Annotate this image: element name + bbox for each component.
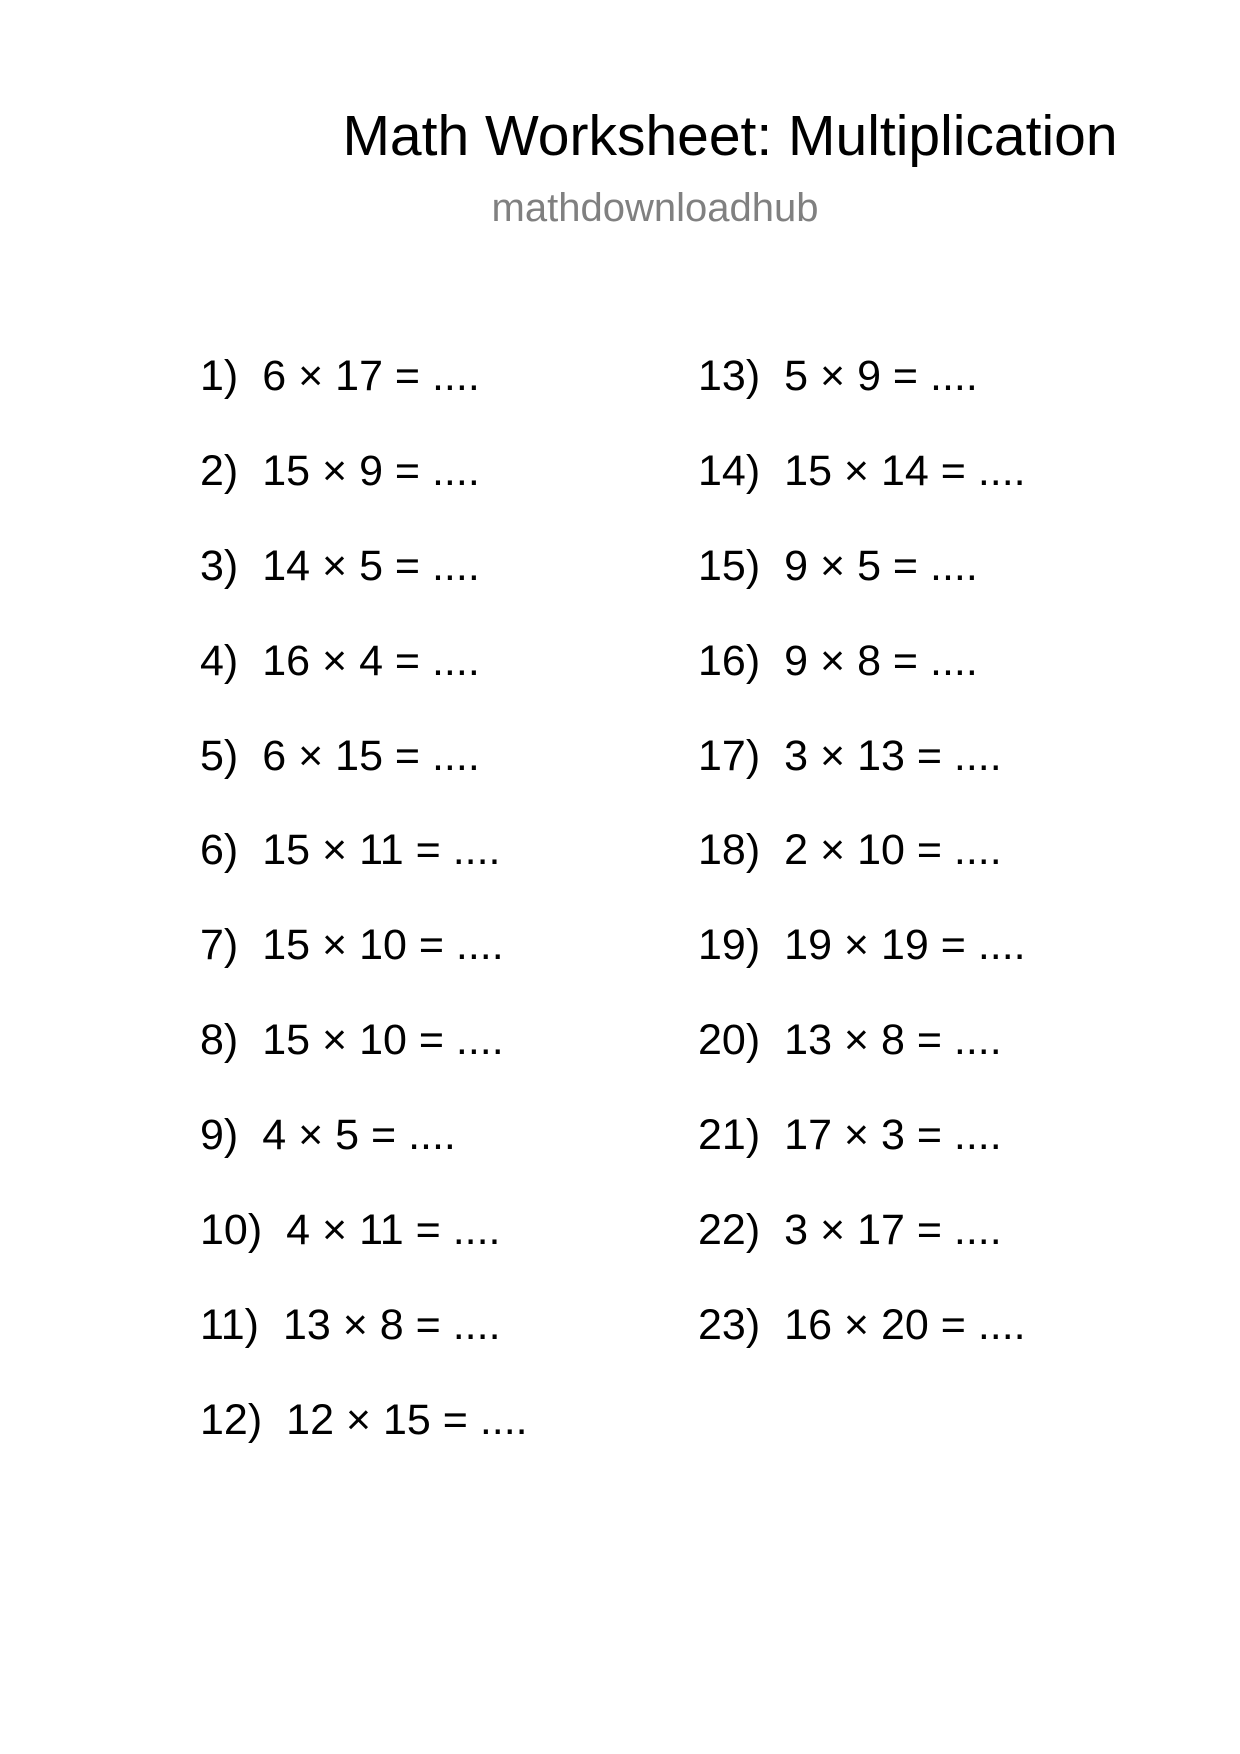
problem-number: 22) xyxy=(698,1206,761,1255)
problem-number: 12) xyxy=(200,1395,263,1444)
problem-item xyxy=(200,1107,528,1202)
problem-expression: 16 × 4 = .... xyxy=(262,636,480,685)
problem-item xyxy=(200,822,528,917)
problem-expression: 9 × 8 = .... xyxy=(784,636,978,685)
problem-expression: 13 × 8 = .... xyxy=(784,1016,1002,1065)
problem-item xyxy=(698,1012,1026,1107)
problem-item xyxy=(698,917,1026,1012)
problem-item xyxy=(698,822,1026,917)
problem-item xyxy=(698,1202,1026,1297)
problem-number: 20) xyxy=(698,1016,761,1065)
problem-expression: 15 × 14 = .... xyxy=(784,446,1026,495)
problem-expression: 6 × 17 = .... xyxy=(262,352,480,400)
problem-item xyxy=(698,443,1026,538)
problem-item xyxy=(698,1297,1026,1392)
problem-list-left xyxy=(200,348,528,1487)
problem-number: 17) xyxy=(698,731,761,780)
problem-number: 16) xyxy=(698,636,761,685)
problem-number: 15) xyxy=(698,541,761,590)
problem-item xyxy=(698,633,1026,728)
problem-expression: 15 × 10 = .... xyxy=(262,1016,504,1065)
problem-number: 1) xyxy=(200,352,239,400)
problem-expression: 12 × 15 = .... xyxy=(286,1395,528,1444)
problem-expression: 14 × 5 = .... xyxy=(262,541,480,590)
page-subtitle: mathdownloadhub xyxy=(491,186,819,230)
problem-item xyxy=(698,1107,1026,1202)
problem-number: 3) xyxy=(200,541,239,590)
problem-number: 5) xyxy=(200,731,239,780)
problem-expression: 3 × 17 = .... xyxy=(784,1206,1002,1255)
problem-expression: 9 × 5 = .... xyxy=(784,541,978,590)
problem-number: 10) xyxy=(200,1206,263,1255)
problem-number: 6) xyxy=(200,826,239,875)
problem-expression: 6 × 15 = .... xyxy=(262,731,480,780)
problem-item xyxy=(200,1297,528,1392)
problem-number: 19) xyxy=(698,921,761,970)
problem-item xyxy=(698,538,1026,633)
problem-number: 21) xyxy=(698,1111,761,1160)
problem-number: 23) xyxy=(698,1300,761,1349)
page-title: Math Worksheet: Multiplication xyxy=(342,104,1118,168)
problem-expression: 19 × 19 = .... xyxy=(784,921,1026,970)
problem-number: 14) xyxy=(698,446,761,495)
problem-expression: 4 × 11 = .... xyxy=(286,1206,501,1255)
problem-expression: 15 × 10 = .... xyxy=(262,921,504,970)
problem-expression: 2 × 10 = .... xyxy=(784,826,1002,875)
problem-number: 13) xyxy=(698,352,761,400)
problem-item xyxy=(200,917,528,1012)
problem-expression: 17 × 3 = .... xyxy=(784,1111,1002,1160)
problem-item xyxy=(698,728,1026,823)
problem-expression: 3 × 13 = .... xyxy=(784,731,1002,780)
problem-number: 7) xyxy=(200,921,239,970)
problem-item xyxy=(200,443,528,538)
problem-expression: 15 × 11 = .... xyxy=(262,826,501,875)
problem-item xyxy=(200,1392,528,1487)
problem-item xyxy=(200,538,528,633)
problem-item xyxy=(200,1012,528,1107)
problem-list-right xyxy=(698,348,1026,1392)
problem-expression: 13 × 8 = .... xyxy=(282,1300,501,1349)
problem-expression: 16 × 20 = .... xyxy=(784,1300,1026,1349)
problem-expression: 4 × 5 = .... xyxy=(262,1111,456,1160)
problem-number: 2) xyxy=(200,446,239,495)
problem-number: 11) xyxy=(200,1300,259,1349)
problem-item xyxy=(200,728,528,823)
problem-item xyxy=(200,633,528,728)
problem-item xyxy=(200,348,528,443)
problem-number: 18) xyxy=(698,826,761,875)
problem-expression: 15 × 9 = .... xyxy=(262,446,480,495)
problem-number: 8) xyxy=(200,1016,239,1065)
problem-expression: 5 × 9 = .... xyxy=(784,352,978,400)
problem-number: 9) xyxy=(200,1111,239,1160)
problem-item xyxy=(200,1202,528,1297)
problem-number: 4) xyxy=(200,636,239,685)
problem-item xyxy=(698,348,1026,443)
